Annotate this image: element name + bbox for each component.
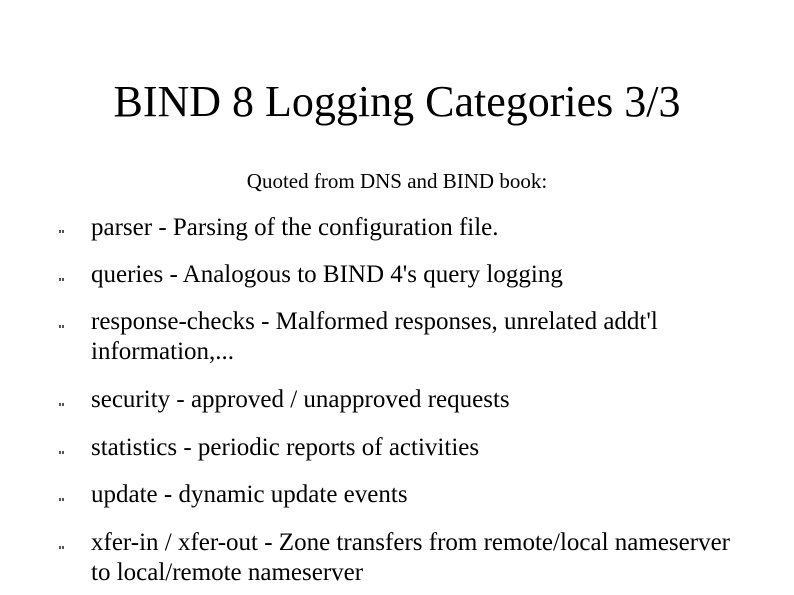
bullet-icon xyxy=(59,546,65,549)
list-item-statistics: statistics - periodic reports of activities xyxy=(91,434,480,461)
list-item-parser: parser - Parsing of the configuration file. xyxy=(91,214,499,241)
list-item-update: update - dynamic update events xyxy=(91,481,408,508)
list-item-response-checks: response-checks - Malformed responses, unrelated addt'l information,... xyxy=(91,308,658,365)
slide-subtitle: Quoted from DNS and BIND book: xyxy=(246,169,548,193)
bullet-icon xyxy=(59,325,65,328)
slide-title: BIND 8 Logging Categories 3/3 xyxy=(113,77,681,126)
bullet-icon xyxy=(59,498,65,501)
list-item-queries: queries - Analogous to BIND 4's query logging xyxy=(91,261,563,288)
bullet-icon xyxy=(59,278,65,281)
list-item-security: security - approved / unapproved requests xyxy=(91,386,510,413)
bullet-icon xyxy=(59,403,65,406)
list-item-xfer: xfer-in / xfer-out - Zone transfers from remote/local nameserver to local/remote nameserver xyxy=(91,529,730,586)
bullet-icon xyxy=(59,451,65,454)
bullet-icon xyxy=(59,230,65,233)
